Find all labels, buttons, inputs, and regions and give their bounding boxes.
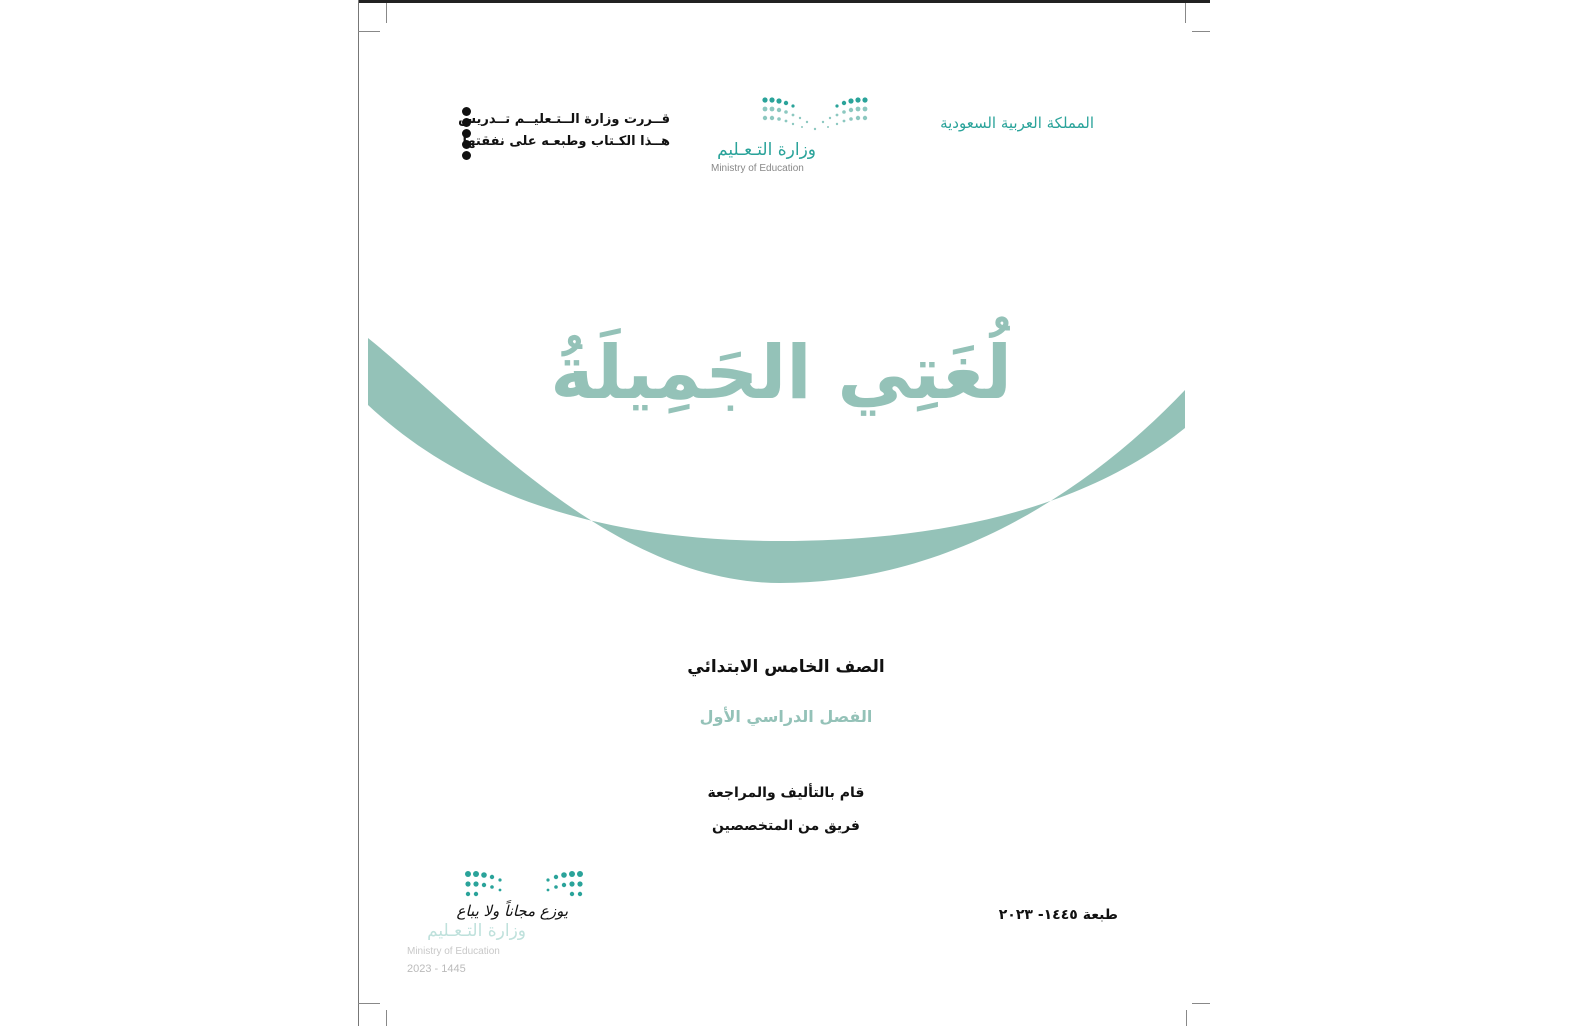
stamp-year: 2023 - 1445 xyxy=(407,963,466,975)
ministry-name-en: Ministry of Education xyxy=(711,163,804,174)
authors-line-1: قام بالتأليف والمراجعة xyxy=(707,785,865,801)
approval-line-1: قــررت وزارة الــتـعليــم تــدريس xyxy=(458,112,670,127)
stamp-ministry-en: Ministry of Education xyxy=(407,946,500,957)
stamp-ministry-ar: وزارة التـعـليم xyxy=(427,921,526,941)
book-title: لُغَتِي الجَمِيلَةُ xyxy=(550,330,1012,416)
grade-label: الصف الخامس الابتدائي xyxy=(687,657,885,677)
free-distribution-stamp xyxy=(400,866,600,981)
ministry-name-ar: وزارة التـعـليم xyxy=(717,140,816,160)
approval-line-2: هــذا الكـتاب وطبعـه على نفقتها xyxy=(462,134,670,149)
free-distribution-text: يوزع مجاناً ولا يباع xyxy=(456,902,568,920)
authors-line-2: فريق من المتخصصين xyxy=(712,818,860,834)
edition-label: طبعة ١٤٤٥- ٢٠٢٣ xyxy=(998,907,1118,923)
ministry-dots-icon xyxy=(464,870,584,906)
kingdom-name: المملكة العربية السعودية xyxy=(940,114,1094,132)
semester-label: الفصل الدراسي الأول xyxy=(699,707,873,726)
